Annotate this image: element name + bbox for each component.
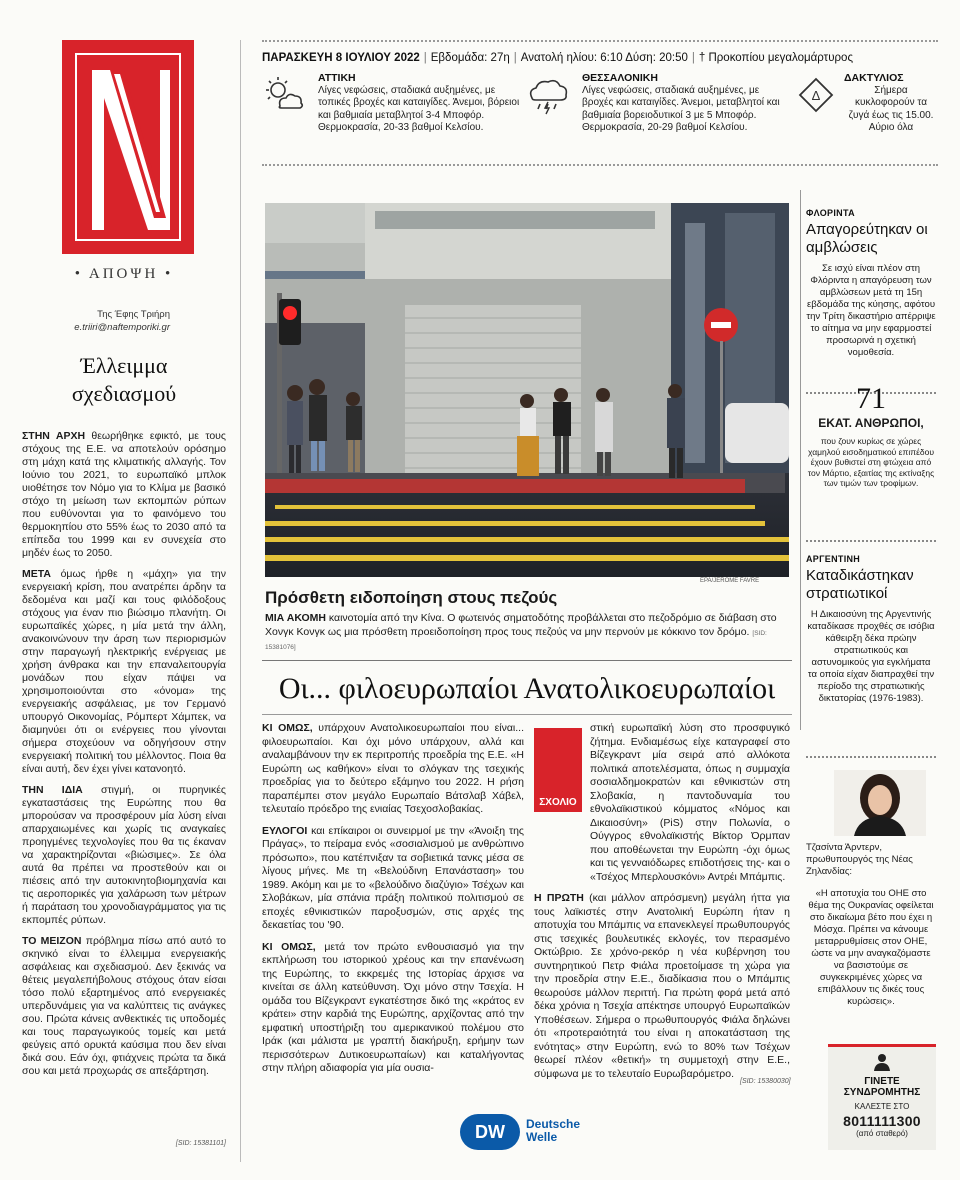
partly-cloudy-icon	[262, 76, 306, 116]
paragraph-lead: ΕΥΛΟΓΟΙ	[262, 824, 308, 837]
dw-wordmark	[526, 1118, 580, 1144]
stat-number: 71	[856, 382, 886, 415]
paragraph	[22, 784, 226, 927]
rain-cloud-icon	[526, 76, 570, 116]
quote-attribution: Τζασίντα Άρντερν, πρωθυπουργός της Νέας Ζηλανδίας:	[806, 842, 913, 877]
paragraph-lead: ΣΤΗΝ ΑΡΧΗ	[22, 430, 86, 442]
opinion-title	[22, 352, 226, 408]
paragraph	[534, 892, 790, 1081]
paragraph-lead: ΤΗΝ ΙΔΙΑ	[22, 784, 83, 796]
dw-icon: DW	[460, 1114, 520, 1150]
subscribe-title-line-2: ΣΥΝΔΡΟΜΗΤΗΣ	[843, 1087, 921, 1098]
photo-credit: EPA/JEROME FAVRE	[700, 578, 760, 584]
paragraph-text: μετά τον πρώτο ενθουσιασμό για την εκπλήρωση του ιστορικού χρέους και την επανένωση της Ευρώπης, το εκκρεμές της Ιστορίας άρχισε να κινείται σε άλλη κατεύθυνση. Όχι μόνο στην Τσεχία. Η ομάδα του Βίζεγκραντ εγκατέστησε δικό της «κράτος εν κράτει» στην καρδιά της Ευρώπης, αρχίζοντας από την εμφατική υποστήριξη του αμερικανικού πολέμου στο Ιράκ (και μάλιστα με γραπτή διακήρυξη, ερήμην των περισσότερων Δυτικοευρωπαίων) και καταλήγοντας στην πλήρη αδιαφορία για μία ουσια-	[262, 940, 524, 1074]
brief-title: Καταδικάστηκαν στρατιωτικοί	[806, 567, 914, 602]
region-name: ΘΕΣΣΑΛΟΝΙΚΗ	[582, 72, 658, 84]
dateline: ΠΑΡΑΣΚΕΥΗ 8 ΙΟΥΛΙΟΥ 2022 | Εβδομάδα: 27η | Ανατολή ηλίου: 6:10 Δύση: 20:50 | † Προκοπίου μεγαλομάρτυρος	[262, 52, 853, 64]
paragraph-lead: ΜΕΤΑ	[22, 568, 51, 580]
author-name: Της Έφης Τριήρη	[97, 309, 170, 320]
ring-label: ΔΑΚΤΥΛΙΟΣ	[844, 72, 904, 84]
opinion-sid: [SID: 15381101]	[175, 1140, 226, 1147]
photo-caption-title: Πρόσθετη ειδοποίηση στους πεζούς	[265, 588, 558, 607]
opinion-title-line-2: σχεδιασμού	[71, 381, 177, 406]
dotted-rule	[806, 540, 936, 542]
svg-text:Δ: Δ	[811, 88, 821, 103]
subscribe-call: ΚΑΛΕΣΤΕ ΣΤΟ	[854, 1102, 910, 1111]
opinion-column	[22, 40, 226, 1160]
article-column-1	[262, 722, 524, 1084]
date: ΠΑΡΑΣΚΕΥΗ 8 ΙΟΥΛΙΟΥ 2022	[262, 52, 420, 64]
opinion-title-line-1: Έλλειμμα	[80, 353, 168, 378]
week-number: Εβδομάδα: 27η	[430, 52, 510, 64]
subscribe-note: (από σταθερό)	[856, 1129, 908, 1138]
n-logo-icon	[62, 40, 194, 254]
paragraph-text: (και μάλλον απρόσμενη) μεγάλη ήττα για τους λαϊκιστές στην Ανατολική Ευρώπη ήταν η αποτυχία του Μπάμπις να επανεκλεγεί πρωθυπουργός στις τσεχικές βουλευτικές εκλογές, τον περασμένο Οκτώβριο. Σε χρόνο-ρεκόρ η νέα κυβέρνηση του συντηρητικού Πετρ Φιάλα προετοίμασε τη χώρα για την προεδρία στην Ε.Ε., διαδίκασια που ο Μπάμπις θεωρούσε μάλλον περιττή. Για πρώτη φορά μετά από δέκα χρόνια η Τσεχία απέκτησε υπουργό Ευρωπαϊκών Υποθέσεων. Σήμερα ο πρωθυπουργός Φιάλα δηλώνει ότι «προτεραιότητά του είναι η αποκατάσταση της ενότητας» στην Ευρώπη, ενώ το 80% των Τσέχων θεωρεί πλέον «θετική» τη συμμετοχή στην Ε.Ε., σύμφωνα με το τελευταίο Ευρωβαρόμετρο.	[534, 892, 790, 1080]
column-divider	[240, 40, 241, 1162]
subscribe-title	[828, 1076, 936, 1098]
caption-text: καινοτομία από την Κίνα. Ο φωτεινός σηματοδότης προβάλλεται στο πεζοδρόμιο σε διάβαση στο Χονγκ Κονγκ ως μια πρόσθετη προειδοποίηση προς τους πεζούς να μην περνούν με κόκκινο τον δρόμο.	[265, 612, 777, 638]
brief-stat	[806, 382, 936, 489]
paragraph-lead: ΚΙ ΟΜΩΣ,	[262, 940, 316, 953]
dw-line-1: Deutsche	[526, 1117, 581, 1131]
paragraph-text: και επίκαιροι οι συνειρμοί με την «Άνοιξη της Πράγας», το πείραμα ενός «σοσιαλισμού με ανθρώπινο πρόσωπο», που κατέπνιξαν τα σοβιετικά τανκς μέσα σε λίγους μήνες. Με τη «Βελούδινη Επανάσταση» του 1989. Ακόμη και με το «βελούδινο διαζύγιο» Τσέχων και Σλοβάκων, μία σπάνια πράξη πολιτικού πολιτισμού σε εποχές εθνικιστικών παροξυσμών, στις αρχές της δεκαετίας του '90.	[262, 824, 524, 931]
brief-florida	[806, 208, 936, 359]
paragraph	[262, 825, 524, 933]
subscriber-icon	[867, 1053, 897, 1071]
column-divider	[800, 190, 801, 730]
paragraph-text: πρόβλημα πίσω από αυτό το σκηνικό είναι το έλλειμμα ενεργειακής ασφάλειας και σχεδιασμού. Δεν ξεκινάς να θέτεις μεγαλεπήβολους στόχους όταν είσαι τόσο πολύ εξαρτημένος από ενεργειακές υπερδυνάμεις για να καλύπτεις τις ανάγκες σου. Πρώτα κάνεις ανθεκτικές τις υποδομές και τους παραγωγικούς τομείς και μετά φεύγεις από ορυκτά καύσιμα που δεν είναι δικά σου. Εάν όχι, φτιάχνεις πρώτα τα δικά σου και μετά προχωράς σε απεξάρτηση.	[22, 935, 226, 1077]
weather-row	[262, 72, 938, 144]
deutsche-welle-logo	[460, 1110, 600, 1150]
sun-times: Ανατολή ηλίου: 6:10 Δύση: 20:50	[520, 52, 688, 64]
traffic-ring	[794, 72, 938, 144]
hong-kong-crossing-image	[265, 203, 789, 577]
paragraph-text: στιγμή, οι πυρηνικές εγκαταστάσεις της Ευρώπης που θα μπορούσαν να προσφέρουν μία λύση είναι απαρχαιωμένες και χωρίς τις αναγκαίες προηγμένες τεχνολογίες που θα τις έκαναν να χαρακτηρίζονται «βιώσιμες». Σε όλα αυτά θα πρέπει να προστεθούν και οι πιέσεις από την αυτοκινητοβιομηχανία και τις αεροπορικές για χαλάρωση των μέτρων ή παράταση του χρονοδιαγράμματος για τις εκπομπές ρύπων.	[22, 784, 226, 926]
paragraph	[262, 941, 524, 1076]
rule	[262, 714, 792, 715]
name-day: † Προκοπίου μεγαλομάρτυρος	[698, 52, 853, 64]
forecast-text: Λίγες νεφώσεις, σταδιακά αυξημένες, με βροχές και καταιγίδες. Άνεμοι, μεταβλητοί και βαθμιαία βορειοδυτικοί 3 με 5 Μποφόρ. Θερμοκρασία, 20-29 βαθμοί Κελσίου.	[582, 84, 780, 133]
brief-kicker: ΦΛΟΡΙΝΤΑ	[806, 208, 855, 218]
paragraph	[22, 430, 226, 560]
paragraph	[590, 722, 790, 884]
brief-text: Η Δικαιοσύνη της Αργεντινής καταδίκασε προχθές σε ισόβια κάθειρξη δέκα πρώην στρατιωτικούς και αστυνομικούς για εγκλήματα τα οποία είχαν διαπραχθεί την περίοδο της στρατιωτικής δικτατορίας (1976-1983).	[807, 609, 935, 704]
brief-text: Σε ισχύ είναι πλέον στη Φλόριντα η απαγόρευση των αμβλώσεων μετά τη 15η εβδομάδα της κύησης, αφότου την Τρίτη δικαστήριο απέρριψε το αίτημα να μην εφαρμοστεί προσωρινά η σχετική νομοθεσία.	[806, 263, 936, 358]
weather-thessaloniki	[526, 72, 782, 144]
stat-head: ΕΚΑΤ. ΑΝΘΡΩΠΟΙ,	[818, 416, 924, 430]
brief-argentina	[806, 554, 936, 705]
article-sid: [SID: 15380030]	[740, 1078, 791, 1085]
paragraph-lead: ΤΟ ΜΕΙΖΟΝ	[22, 935, 82, 947]
paragraph-text: υπάρχουν Ανατολικοευρωπαίοι που είναι... φιλοευρωπαίοι. Και όχι μόνο υπάρχουν, αλλά και αναλαμβάνουν την εκ περιτροπής προεδρία της Ε.Ε. «Η Ευρώπη ως καθήκον» είναι το σλόγκαν της τσεχικής προεδρίας για το δεύτερο εξάμηνο του 2022. Η ρήση παραπέμπει στον μεγάλο Ευρωπαίο Βάτσλαβ Χάβελ, τελευταίο πρόεδρο της ενιαίας Τσεχοσλοβακίας.	[262, 722, 525, 815]
portrait-image	[834, 770, 926, 836]
byline	[74, 308, 170, 334]
dw-line-2: Welle	[526, 1130, 558, 1144]
quote-text: «Η αποτυχία του ΟΗΕ στο θέμα της Ουκρανίας οφείλεται στο δικαίωμα βέτο που έχει η Μόσχα. Πρέπει να κάνουμε μεταρρυθμίσεις στον ΟΗΕ, ώστε να μην αναγκαζόμαστε να βασιστούμε σε συγκεκριμένες χώρες να επιβάλλουν τις δικές τους κυρώσεις».	[808, 888, 934, 1007]
region-name: ΑΤΤΙΚΗ	[318, 72, 356, 84]
dotted-rule	[262, 40, 938, 44]
subscribe-box[interactable]	[828, 1044, 936, 1150]
paragraph	[22, 935, 226, 1078]
rule	[262, 660, 792, 661]
caption-sid: [SID: 15381076]	[265, 629, 767, 651]
brief-kicker: ΑΡΓΕΝΤΙΝΗ	[806, 554, 861, 564]
date-weather-band	[262, 40, 938, 180]
photo-caption	[265, 612, 787, 655]
ring-text: Σήμερα κυκλοφορούν τα ζυγά έως τις 15.00. Αύριο όλα	[848, 84, 934, 133]
jacinda-ardern-portrait	[834, 770, 926, 836]
subscribe-title-line-1: ΓΙΝΕΤΕ	[864, 1076, 900, 1087]
article-title: Οι... φιλοευρωπαίοι Ανατολικοευρωπαίοι	[278, 672, 776, 705]
comment-badge-label: ΣΧΟΛΙΟ	[539, 797, 577, 808]
article-column-2	[534, 722, 790, 1089]
opinion-body	[22, 430, 226, 1086]
paragraph	[262, 722, 524, 817]
street-photo	[265, 203, 789, 577]
paragraph-text: όμως ήρθε η «μάχη» για την ενεργειακή κρίση, που ανατρέπει άρδην τα δεδομένα και μαζί και τους φιλόδοξους στόχους για έναν πιο βιώσιμο πλανήτη. Οι ευρωπαϊκές χώρες, η μία μετά την άλλη, ανακοινώνουν την άρση των περιορισμών στην παραγωγή ηλεκτρικής ενέργειας με χρήση άνθρακα και την επαναλειτουργία μονάδων που είχαν πάψει να χρησιμοποιούνται στο «όνομα» της ενεργειακής ασφάλειας, με τον Γερμανό υπουργό Οικονομίας, Ρόμπερτ Χάμπεκ, να διαμηνύει ότι οι ενέργειες που γίνονται σήμερα στοχεύουν να οδηγήσουν στην ενεργειακή πολιτική του μέλλοντος. Ποια θα είναι αυτή, δεν έχει γίνει κατανοητό.	[22, 568, 226, 775]
dotted-rule	[262, 164, 938, 166]
news-briefs-column	[806, 196, 936, 1156]
paragraph-text: θεωρήθηκε εφικτό, με τους στόχους της Ε.Ε. να αποτελούν ορόσημο στη μάχη κατά της κλιματικής αλλαγής. Τον Ιούνιο του 2021, το ευρωπαϊκό μπλοκ υιοθέτησε τον Νόμο για το Κλίμα με βασικό στόχο τη μείωση των εκπομπών ρύπων που ευθύνονται για το φαινόμενο του θερμοκηπίου στο 55% έως το 2030 από τα επίπεδα του 1999 και εν συνεχεία στο μηδέν έως το 2050.	[22, 430, 226, 559]
naftemporiki-logo	[62, 40, 194, 254]
traffic-ring-icon	[794, 76, 838, 116]
forecast-text: Λίγες νεφώσεις, σταδιακά αυξημένες, με τοπικές βροχές και καταιγίδες. Άνεμοι, βόρειοι και βαθμιαία μεταβλητοί 3-4 Μποφόρ. Θερμοκρασία, 20-33 βαθμοί Κελσίου.	[318, 84, 520, 133]
dotted-rule	[806, 756, 936, 758]
paragraph-lead: Η ΠΡΩΤΗ	[534, 892, 584, 904]
paragraph-text: στική ευρωπαϊκή λύση στο προσφυγικό ζήτημα. Ενδιαμέσως είχε καταγραφεί στο Βίζεγκραντ μία σειρά από αλλόκοτα πολιτικά αποτελέσματα, όπως η συμμαχία σοσιαλδημοκρατών και εθνικιστών στη Σλοβακία, η παντοδυναμία του εθνολαϊκιστικού κόμματος «Νόμος και Δικαιοσύνη» (PiS) στην Πολωνία, ο Ούγγρος εθνολαϊκιστής Βίκτορ Όρμπαν που αποθέωνεται την Ευρώπη -όχι όμως και τις γενναιόδωρες επιδοτήσεις της- και ο «Τσέχος Μπερλουσκόνι» Αντρέι Μπάμπις.	[590, 722, 790, 883]
section-label: • ΑΠΟΨΗ •	[74, 266, 174, 282]
paragraph-lead: ΚΙ ΟΜΩΣ,	[262, 722, 313, 734]
brief-title: Απαγορεύτηκαν οι αμβλώσεις	[806, 221, 928, 256]
caption-lead: ΜΙΑ ΑΚΟΜΗ	[265, 612, 326, 624]
subscribe-phone[interactable]: 8011111300	[843, 1113, 921, 1129]
quote-box	[806, 842, 936, 1008]
paragraph	[22, 568, 226, 776]
stat-text: που ζουν κυρίως σε χώρες χαμηλού εισοδηματικού επιπέδου έχουν βυθιστεί στη φτώχεια από τον Μάρτιο, εξαιτίας της εκτίναξης των τιμών των τροφίμων.	[807, 436, 935, 488]
author-email[interactable]: e.triiri@naftemporiki.gr	[74, 322, 170, 333]
weather-attica	[262, 72, 522, 144]
